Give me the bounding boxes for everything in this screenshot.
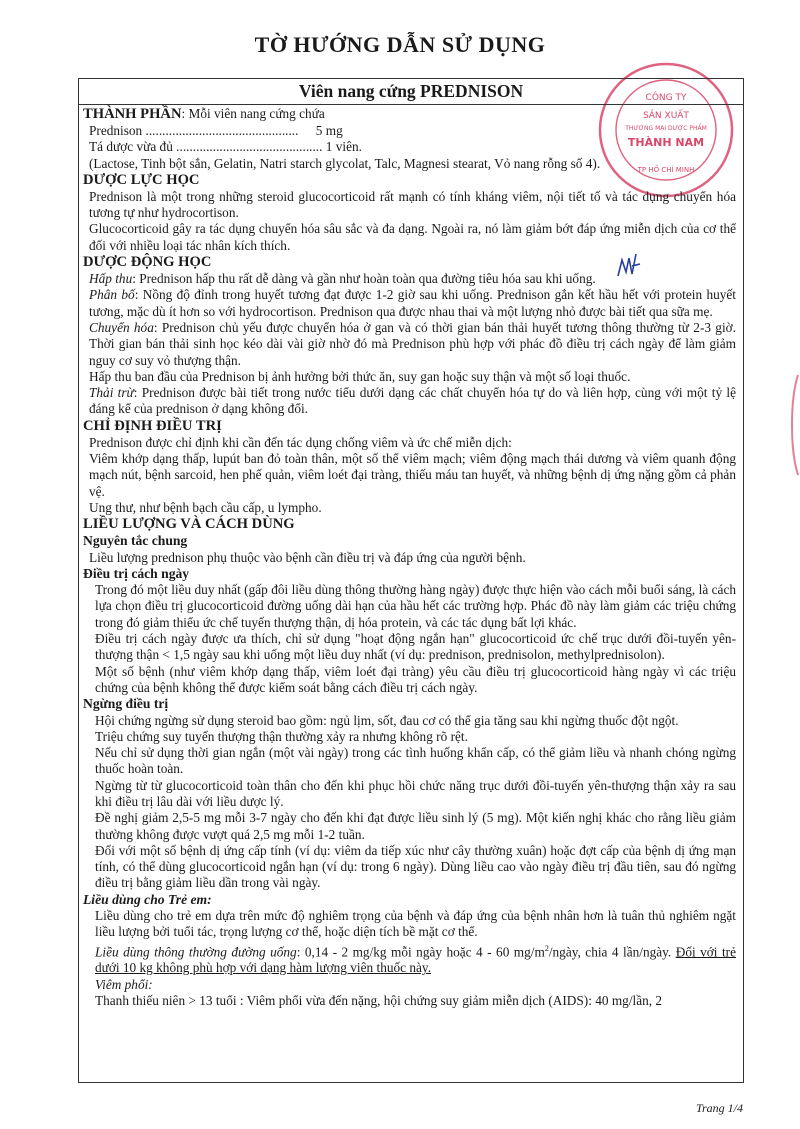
pneumonia-text: Thanh thiếu niên > 13 tuổi : Viêm phổi vừa đến nặng, hội chứng suy giảm miễn dịch (AIDS): 40 mg/lần, 2: [95, 992, 663, 1008]
stop-treatment-heading: Ngừng điều trị: [83, 696, 169, 712]
absorption-paragraph: [83, 271, 736, 287]
usual-dose-text-end: /ngày, chia 4 lần/ngày.: [548, 944, 676, 960]
leaflet-frame: [78, 78, 744, 1083]
stamp-line-1: CÔNG TY: [645, 93, 687, 103]
ingredient-name: Tá dược vừa đủ: [89, 139, 173, 155]
dosage-heading: LIỀU LƯỢNG VÀ CÁCH DÙNG: [83, 516, 295, 533]
indications-paragraph: Ung thư, như bệnh bạch cầu cấp, u lympho.: [89, 499, 322, 515]
ingredient-amount: 5 mg: [315, 123, 343, 138]
indications-paragraph: Viêm khớp dạng thấp, lupút ban đỏ toàn thân, một số thể viêm mạch; viêm động mạch thái dương và viêm quanh động mạch nút, bệnh sarcoid, hen phế quản, viêm loét đại tràng, thiếu máu tan huyết, và những bệnh dị ứng nặng gồm cả phản vệ.: [89, 451, 736, 499]
dot-leader: ............................................: [176, 139, 323, 155]
composition-line: [83, 106, 736, 123]
usual-dose-superscript: 2: [544, 943, 549, 953]
distribution-label: Phân bố: [89, 287, 135, 303]
distribution-text: : Nồng độ đỉnh trong huyết tương đạt được 1-2 giờ sau khi uống. Prednison gắn kết hầu hết với protein huyết tương, mặc dù ít hơn so với hydrocortison. Prednison qua được nhau thai và một lượng nhỏ được bài tiết qua sữa mẹ.: [89, 287, 736, 319]
elimination-label: Thải trừ: [89, 385, 134, 401]
stop-treatment-paragraph: Hội chứng ngừng sử dụng steroid bao gồm: ngủ lịm, sốt, đau cơ có thể gia tăng sau khi ngừng thuốc đột ngột.: [95, 712, 679, 728]
stop-treatment-paragraph: Đề nghị giảm 2,5-5 mg mỗi 3-7 ngày cho đến khi đạt được liều sinh lý (5 mg). Một kiến nghị khác cho rằng liều giảm thường không được vượt quá 2,5 mg mỗi 1-2 tuần.: [95, 810, 736, 842]
stop-treatment-paragraph: Nếu chỉ sử dụng thời gian ngắn (một vài ngày) trong các tình huống khẩn cấp, có thể giảm liều và nhanh chóng ngừng thuốc hoàn toàn.: [95, 745, 736, 777]
metabolism-text: : Prednison chủ yếu được chuyển hóa ở gan và có thời gian bán thải huyết tương thông thường từ 2-3 giờ. Thời gian bán thải sinh học kéo dài vài giờ nhờ đó mà Prednison phù hợp với phác đồ điều trị cách ngày để làm giảm nguy cơ suy vỏ thượng thận.: [89, 319, 736, 368]
excipient-list: (Lactose, Tinh bột sắn, Gelatin, Natri starch glycolat, Talc, Magnesi stearat, Vỏ nang rỗng số 4).: [89, 155, 601, 171]
composition-row-prednison: [83, 123, 736, 139]
alternate-day-paragraph: Điều trị cách ngày được ưa thích, chỉ sử dụng "hoạt động ngắn hạn" glucocorticoid ức chế trục dưới đồi-tuyến yên-thượng thận < 1,5 ngày sau khi uống một liều duy nhất (ví dụ: prednison, prednisolon, methylprednisolon).: [95, 631, 736, 663]
stamp-line-3: THƯƠNG MẠI DƯỢC PHẨM: [625, 125, 707, 132]
elimination-text: : Prednison được bài tiết trong nước tiểu dưới dạng các chất chuyển hóa tự do và liên hợp, cùng với một tỷ lệ đáng kể của prednison ở dạng không đổi.: [89, 385, 736, 417]
pharmacodynamics-heading: DƯỢC LỰC HỌC: [83, 171, 200, 188]
pharmacokinetics-heading: DƯỢC ĐỘNG HỌC: [83, 254, 212, 271]
composition-row-excipient: [83, 139, 736, 155]
absorption-label: Hấp thu: [89, 271, 133, 287]
alternate-day-paragraph: Một số bệnh (như viêm khớp dạng thấp, viêm loét đại tràng) yêu cầu điều trị glucocorticoid hàng ngày vì các triệu chứng của bệnh không thể được kiểm soát bằng cách điều trị cách ngày.: [95, 663, 736, 695]
elimination-paragraph: [83, 385, 736, 418]
stamp-line-2: SẢN XUẤT: [643, 111, 689, 121]
general-principles-heading: Nguyên tắc chung: [83, 533, 188, 549]
stop-treatment-paragraph: Triệu chứng suy tuyến thượng thận thường xảy ra nhưng không rõ rệt.: [95, 728, 468, 744]
metabolism-label: Chuyển hóa: [89, 319, 154, 335]
stop-treatment-paragraph: Đối với một số bệnh dị ứng cấp tính (ví dụ: viêm da tiếp xúc như cây thường xuân) hoặc đợt cấp của bệnh dị ứng mạn tính, có thể dùng glucocorticoid ngắn hạn (ví dụ: trong 6 ngày). Dùng liều cao vào ngày điều trị đầu tiên, sau đó ngừng điều trị bằng giảm liều dần trong vài ngày.: [95, 842, 736, 891]
children-dosage-heading: Liều dùng cho Trẻ em:: [83, 891, 212, 907]
composition-heading: THÀNH PHẦN: [83, 106, 182, 122]
alternate-day-heading: Điều trị cách ngày: [83, 565, 190, 581]
absorption-text: : Prednison hấp thu rất dễ dàng và gần như hoàn toàn qua đường tiêu hóa sau khi uống.: [132, 271, 596, 287]
stop-treatment-paragraph: Ngừng từ từ glucocorticoid toàn thân cho đến khi phục hồi chức năng trục dưới đồi-tuyến yên-thượng thận xảy ra sau khi điều trị lâu dài với liều dược lý.: [95, 777, 736, 809]
document-title: TỜ HƯỚNG DẪN SỬ DỤNG: [254, 32, 546, 57]
ingredient-name: Prednison: [89, 123, 143, 138]
edge-stamp-fragment: [788, 370, 800, 480]
alternate-day-paragraph: Trong đó một liều duy nhất (gấp đôi liều dùng thông thường hàng ngày) được thực hiện vào cách mỗi buổi sáng, là cách lựa chọn điều trị glucocorticoid đường uống dài hạn của hầu hết các trường hợp. Phác đồ này làm giảm các triệu chứng trong đó giảm thiểu ức chế tuyến thượng thận, dị hóa protein, và các tác dụng bất lợi khác.: [95, 582, 736, 630]
stamp-line-5: TP HỒ CHÍ MINH: [637, 166, 695, 174]
usual-oral-dose-paragraph: [83, 941, 736, 977]
leaflet-content: [79, 105, 743, 1009]
metabolism-paragraph: [83, 320, 736, 369]
page-number: Trang 1/4: [695, 1101, 743, 1115]
absorption-note: Hấp thu ban đầu của Prednison bị ảnh hưởng bởi thức ăn, suy gan hoặc suy thận và một số loại thuốc.: [89, 368, 631, 384]
pharmacodynamics-paragraph: Prednison là một trong những steroid glucocorticoid rất mạnh có tính kháng viêm, nội tiết tố và tác dụng chuyển hóa tương tự như hydrocortison.: [89, 188, 736, 221]
ingredient-amount: 1 viên.: [325, 139, 362, 155]
indications-heading: CHỈ ĐỊNH ĐIỀU TRỊ: [83, 417, 222, 434]
children-dosage-paragraph: Liều dùng cho trẻ em dựa trên mức độ nghiêm trọng của bệnh và đáp ứng của bệnh nhân hơn là tuân thủ nghiêm ngặt liều lượng bởi tuổi tác, trọng lượng cơ thể, hoặc diện tích bề mặt cơ thể.: [95, 908, 736, 940]
distribution-paragraph: [83, 287, 736, 320]
usual-dose-label: Liều dùng thông thường đường uống: [95, 944, 297, 960]
dot-leader: ..............................................: [145, 123, 299, 138]
stamp-line-4: THÀNH NAM: [627, 136, 705, 149]
product-name: Viên nang cứng PREDNISON: [79, 79, 743, 105]
pneumonia-label: Viêm phổi:: [95, 976, 153, 992]
pharmacodynamics-paragraph: Glucocorticoid gây ra tác dụng chuyển hóa sâu sắc và đa dạng. Ngoài ra, nó làm giảm bớt đáp ứng miễn dịch của cơ thể đối với nhiều loại tác nhân kích thích.: [89, 221, 736, 253]
general-principles-text: Liều lượng prednison phụ thuộc vào bệnh cần điều trị và đáp ứng của người bệnh.: [89, 549, 526, 565]
usual-dose-text: : 0,14 - 2 mg/kg mỗi ngày hoặc 4 - 60 mg/m: [296, 944, 545, 960]
indications-paragraph: Prednison được chỉ định khi cần đến tác dụng chống viêm và ức chế miễn dịch:: [89, 434, 512, 450]
weight-warning: Đối với trẻ dưới 10 kg không phù hợp với dạng hàm lượng viên thuốc này.: [95, 944, 736, 976]
composition-intro: : Mỗi viên nang cứng chứa: [181, 106, 325, 121]
